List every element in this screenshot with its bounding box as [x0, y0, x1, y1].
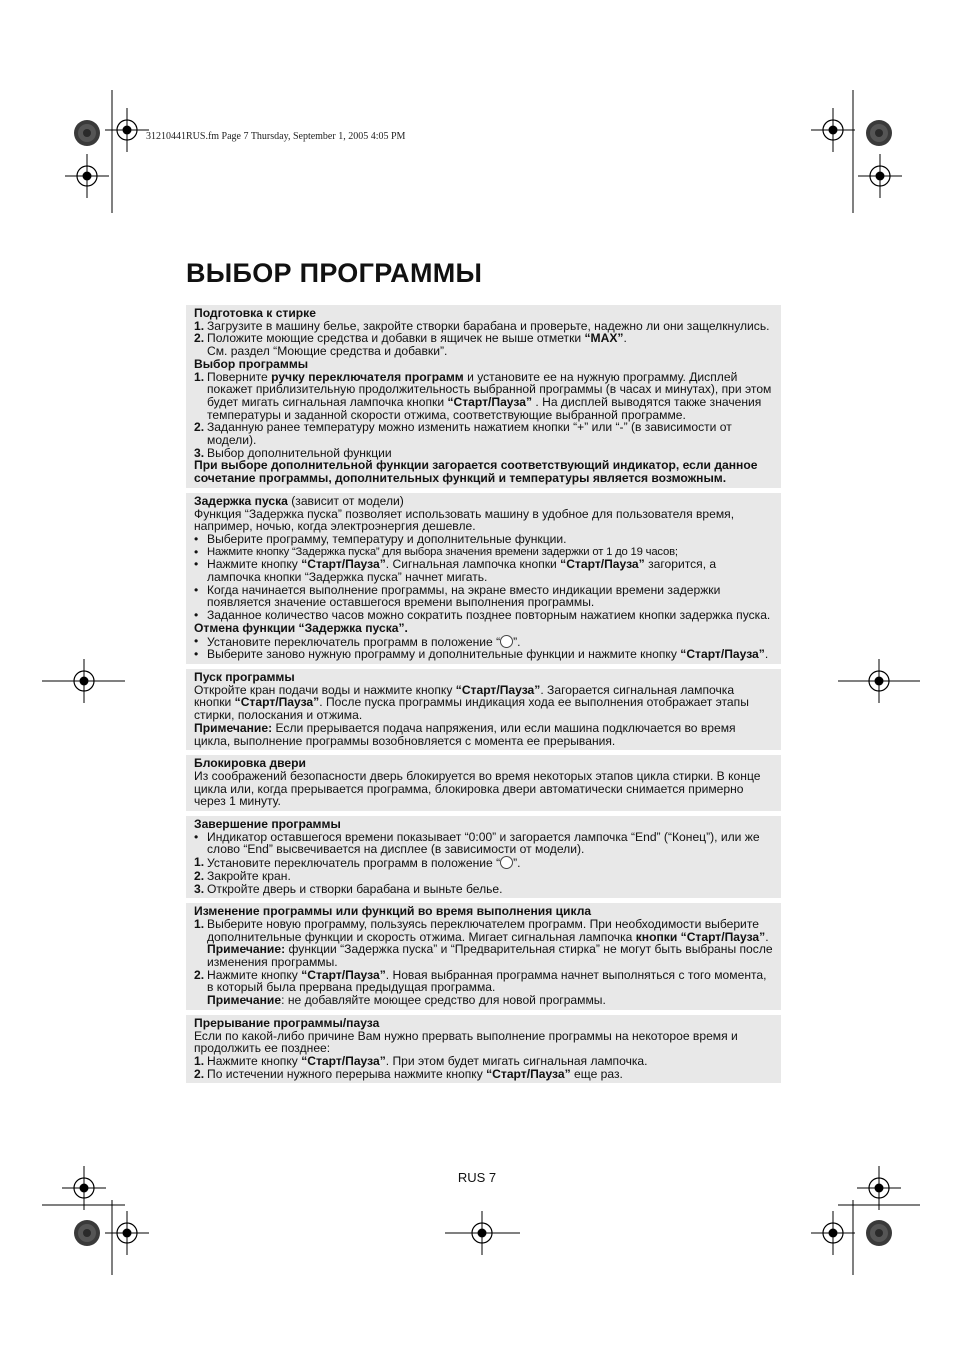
list-item — [194, 1068, 773, 1081]
bullet: • — [194, 829, 199, 844]
item-text: Индикатор оставшегося времени показывает “0:00” и загорается лампочка “End” (“Конец”), или же слово “End” высвечивается на дисплее (в зависимости от модели). — [207, 829, 760, 857]
item-number: 1. — [194, 318, 205, 333]
bullet: • — [194, 582, 199, 597]
list-item — [194, 609, 773, 622]
note-paragraph: Примечание: Если прерывается подача напряжения, или если машина подключается во время цикла, выполнение программы возобновляется с момента ее прерывания. — [194, 720, 736, 748]
section-heading: Подготовка к стирке — [194, 306, 316, 320]
list-item — [194, 332, 773, 357]
section-heading: Выбор программы — [194, 356, 309, 371]
item-text: Выбор дополнительной функции — [207, 445, 392, 460]
list-item — [194, 883, 773, 896]
section-heading: Прерывание программы/пауза — [194, 1015, 380, 1030]
bullet: • — [194, 647, 199, 662]
list-item — [194, 635, 773, 649]
item-number: 2. — [194, 868, 205, 883]
item-number: 1. — [194, 369, 205, 384]
list-item — [194, 918, 773, 969]
item-number: 2. — [194, 331, 205, 346]
item-number: 2. — [194, 967, 205, 982]
bullet: • — [194, 633, 199, 648]
list-item — [194, 870, 773, 883]
item-number: 2. — [194, 420, 205, 435]
item-text: Нажмите кнопку “Старт/Пауза”. Сигнальная лампочка кнопки “Старт/Пауза” загорится, а лампочка кнопки “Задержка пуска” начнет мигать. — [207, 557, 717, 585]
section-change-program — [186, 903, 781, 1010]
item-text: Положите моющие средства и добавки в ящичек не выше отметки “MAX”. См. раздел “Моющие средства и добавки”. — [207, 331, 627, 359]
item-text: Установите переключатель программ в положение “ ”. — [207, 856, 521, 871]
paragraph: Откройте кран подачи воды и нажмите кнопку “Старт/Пауза”. Загорается сигнальная лампочка кнопки “Старт/Пауза”. После пуска программы индикация хода ее выполнения отображает этапы стирки, полоскания и отжима. — [194, 682, 749, 723]
item-number: 1. — [194, 855, 205, 870]
item-text: Загрузите в машину белье, закройте створки барабана и проверьте, надежно ли они защелкнулись. — [207, 318, 770, 333]
off-position-icon — [500, 856, 513, 869]
list-item — [194, 371, 773, 422]
item-text: Когда начинается выполнение программы, на экране вместо индикации времени задержки появляется значение оставшегося времени выполнения программы. — [207, 582, 721, 610]
item-number: 3. — [194, 881, 205, 896]
item-text: Заданное количество часов можно сократить позднее повторным нажатием кнопки задержка пуска. — [207, 608, 771, 623]
section-heading: Изменение программы или функций во время выполнения цикла — [194, 904, 592, 919]
section-start-program — [186, 669, 781, 750]
item-text: Выберите заново нужную программу и дополнительные функции и нажмите кнопку “Старт/Пауза”. — [207, 647, 769, 662]
section-pause-program — [186, 1015, 781, 1084]
list-item — [194, 558, 773, 583]
item-text: Установите переключатель программ в положение “ ”. — [207, 634, 521, 649]
item-number: 2. — [194, 1066, 205, 1081]
section-heading: Блокировка двери — [194, 756, 306, 771]
content — [186, 305, 781, 1088]
list-item — [194, 421, 773, 446]
paragraph: Функция “Задержка пуска” позволяет использовать машину в удобное для пользователя время, например, ночью, когда электроэнергия дешевле. — [194, 506, 735, 534]
item-text: По истечении нужного перерыва нажмите кнопку “Старт/Пауза” еще раз. — [207, 1066, 623, 1081]
list-item — [194, 648, 773, 661]
section-end-program — [186, 816, 781, 898]
page-number: RUS 7 — [457, 1170, 497, 1185]
bullet: • — [194, 608, 199, 623]
section-subheading: Отмена функции “Задержка пуска”. — [194, 620, 408, 635]
file-info-header: 31210441RUS.fm Page 7 Thursday, September 1, 2005 4:05 PM — [146, 131, 406, 142]
item-text: Поверните ручку переключателя программ и установите ее на нужную программу. Дисплей покажет приблизительную продолжительность выбранной программы (в часах и минутах), при этом будет мигать сигнальная лампочка кнопки “Старт/Пауза” . На дисплей выводятся также значения температуры и заданной скорости отжима, соответствующие выбранной программе. — [207, 369, 772, 422]
paragraph: Если по какой-либо причине Вам нужно прервать выполнение программы на некоторое время и продолжить ее позднее: — [194, 1028, 738, 1056]
list-item — [194, 969, 773, 1007]
list-item — [194, 831, 773, 856]
section-heading: Пуск программы — [194, 669, 295, 684]
section-heading: Завершение программы — [194, 817, 341, 832]
list-item — [194, 856, 773, 870]
note-text: При выборе дополнительной функции загорается соответствующий индикатор, если данное сочетание программы, дополнительных функций и температуры является возможным. — [194, 458, 758, 486]
list-item — [194, 533, 773, 546]
off-position-icon — [500, 635, 513, 648]
bullet: • — [194, 557, 199, 572]
item-number: 1. — [194, 916, 205, 931]
item-text: Закройте кран. — [207, 868, 291, 883]
paragraph: Из соображений безопасности дверь блокируется во время некоторых этапов цикла стирки. В конце цикла или, когда прерывается программа, блокировка двери автоматически снимается примерно через 1 минуту. — [194, 768, 761, 809]
section-door-lock — [186, 755, 781, 811]
section-preparation — [186, 305, 781, 488]
item-text: Нажмите кнопку “Старт/Пауза”. При этом будет мигать сигнальная лампочка. — [207, 1053, 648, 1068]
section-heading: Задержка пуска (зависит от модели) — [194, 493, 404, 508]
item-text: Нажмите кнопку “Задержка пуска” для выбора значения времени задержки от 1 до 19 часов; — [207, 545, 678, 558]
section-delay-start — [186, 493, 781, 664]
item-text: Выберите программу, температуру и дополнительные функции. — [207, 531, 567, 546]
item-text: Откройте дверь и створки барабана и выньте белье. — [207, 881, 503, 896]
page-title: ВЫБОР ПРОГРАММЫ — [186, 258, 483, 288]
bullet: • — [194, 531, 199, 546]
item-number: 3. — [194, 445, 205, 460]
bullet: • — [194, 544, 199, 559]
item-number: 1. — [194, 1053, 205, 1068]
item-text: Выберите новую программу, пользуясь переключателем программ. При необходимости выберите дополнительные функции и скорость отжима. Мигает сигнальная лампочка кнопки “Старт/Пауза”. Примечание: функции “Задержка пуска” и “Предварительная стирка” не могут быть выбраны после изменения программы. — [207, 916, 773, 970]
item-text: Заданную ранее температуру можно изменить нажатием кнопки “+” или “-” (в зависимости от модели). — [207, 420, 732, 448]
list-item — [194, 584, 773, 609]
item-text: Нажмите кнопку “Старт/Пауза”. Новая выбранная программа начнет выполняться с того момента, в который была прервана предыдущая программа. Примечание: не добавляйте моющее средство для новой программы. — [207, 967, 767, 1008]
